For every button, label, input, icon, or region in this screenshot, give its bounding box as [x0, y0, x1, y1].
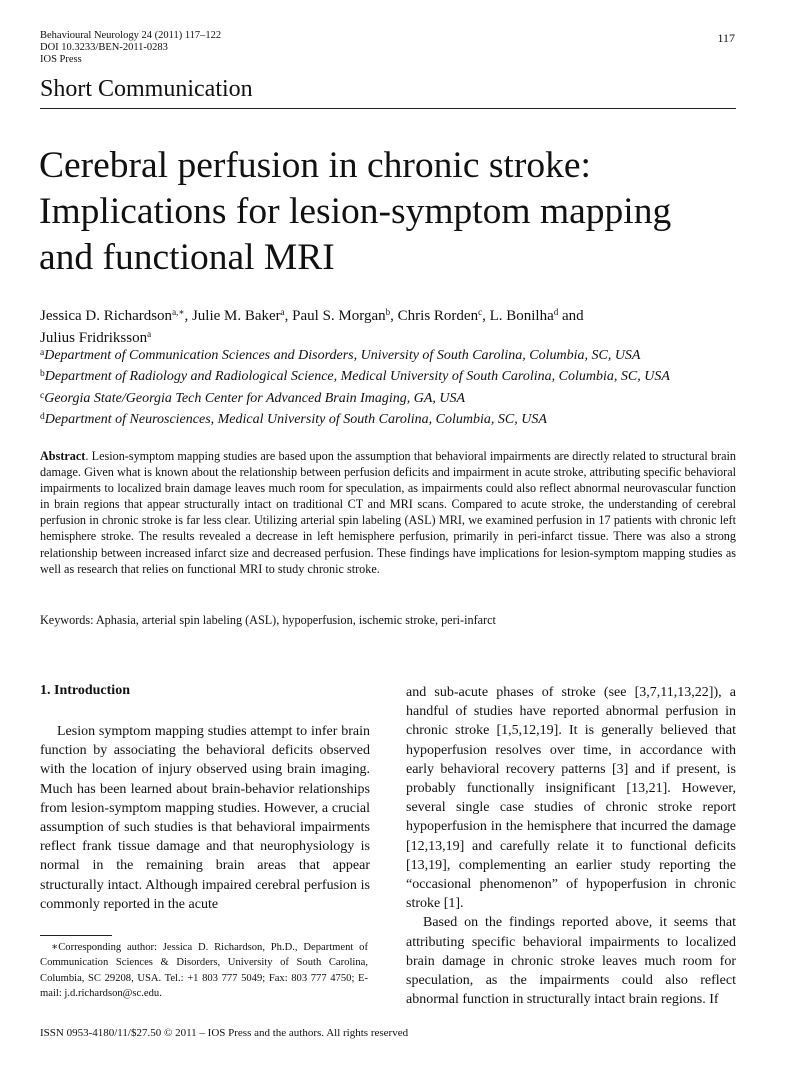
- publisher: IOS Press: [40, 54, 82, 65]
- doi[interactable]: DOI 10.3233/BEN-2011-0283: [40, 42, 168, 53]
- affiliation-list: [40, 344, 760, 430]
- affiliation-text: Department of Communication Sciences and Disorders, University of South Carolina, Columbia, SC, USA: [44, 348, 641, 363]
- affiliation-mark: c: [40, 390, 45, 401]
- journal-citation: Behavioural Neurology 24 (2011) 117–122: [40, 30, 222, 41]
- affiliation: [40, 365, 760, 386]
- section-label: Short Communication: [40, 76, 253, 102]
- affiliation: [40, 344, 760, 365]
- author-name: Paul S. Morgan: [292, 308, 386, 324]
- section-heading-introduction: 1. Introduction: [40, 683, 130, 698]
- affiliation: [40, 408, 760, 429]
- affiliation-text: Department of Radiology and Radiological Science, Medical University of South Carolina, Columbia, SC, USA: [44, 369, 670, 385]
- author-list: [40, 303, 740, 347]
- author-separator: ,: [184, 308, 192, 324]
- author-affil-mark: a: [280, 307, 285, 317]
- author-separator: and: [558, 308, 584, 324]
- author-separator: ,: [390, 308, 398, 324]
- affiliation-mark: a: [40, 348, 45, 358]
- page-number: 117: [717, 31, 735, 45]
- author-affil-mark: c: [478, 307, 483, 317]
- author-affil-mark: d: [553, 307, 559, 317]
- corresponding-author-footnote: ∗Corresponding author: Jessica D. Richardson, Ph.D., Department of Communication Sciences & Disorders, University of South Carolina, Columbia, SC 29208, USA. Tel.: +1 803 777 5049; Fax: 803 777 4750; E-mail: j.d.richardson@sc.edu.: [40, 942, 368, 999]
- author-name: Jessica D. Richardson: [40, 308, 173, 324]
- paper-title: [39, 143, 759, 281]
- paragraph: and sub-acute phases of stroke (see [3,7,11,13,22]), a handful of studies have reported abnormal perfusion in chronic stroke [1,5,12,19]. It is generally believed that hypoperfusion resolves over time, in accordance with early behavioral recovery patterns [3] and if present, is probably functionally insignificant [13,21]. However, several single case studies of chronic stroke report hypoperfusion in the hemisphere that incurred the damage [12,13,19] and carefully relate it to functional deficits [13,19], complementing an earlier study reporting the “occasional phenomenon” of hypoperfusion in chronic stroke [1].: [406, 685, 736, 912]
- title-line: Implications for lesion-symptom mapping: [39, 191, 672, 232]
- author-affil-mark: b: [385, 307, 391, 317]
- abstract-text: . Lesion-symptom mapping studies are based upon the assumption that behavioral impairments are directly related to structural brain damage. Given what is known about the relationship between perfusion deficits and impairment in acute stroke, attributing specific behavioral impairments to localized brain damage leaves much room for speculation, as impairments could also reflect abnormal neurovascular function in brain regions that appear structurally intact on traditional CT and MRI scans. Compared to acute stroke, the understanding of cerebral perfusion in chronic stroke is far less clear. Utilizing arterial spin labeling (ASL) MRI, we examined perfusion in 17 patients with chronic left hemisphere stroke. The results revealed a decrease in left hemisphere perfusion, primarily in peri-infarct tissue. There was also a strong relationship between increased infarct size and decreased perfusion. These findings have implications for lesion-symptom mapping studies as well as research that relies on functional MRI to study chronic stroke.: [40, 449, 736, 576]
- author-name: Julius Fridriksson: [40, 330, 148, 346]
- keywords: Keywords: Aphasia, arterial spin labeling (ASL), hypoperfusion, ischemic stroke, peri-infarct: [40, 613, 496, 627]
- affiliation-text: Georgia State/Georgia Tech Center for Advanced Brain Imaging, GA, USA: [44, 390, 466, 406]
- body-column-right: [406, 683, 736, 1009]
- abstract-label: Abstract: [40, 449, 86, 463]
- title-line: Cerebral perfusion in chronic stroke:: [39, 145, 591, 186]
- affiliation: [40, 387, 760, 408]
- affiliation-text: Department of Neurosciences, Medical University of South Carolina, Columbia, SC, USA: [44, 412, 547, 428]
- journal-header: [40, 30, 221, 66]
- author-separator: ,: [284, 308, 293, 324]
- title-line: and functional MRI: [39, 237, 335, 278]
- affiliation-mark: b: [40, 369, 45, 380]
- author-affil-mark: a,∗: [172, 307, 185, 317]
- author-name: L. Bonilha: [489, 308, 554, 324]
- abstract: [40, 448, 736, 577]
- header-divider: [40, 108, 736, 109]
- author-separator: ,: [482, 308, 490, 324]
- paragraph: Based on the findings reported above, it seems that attributing specific behavioral impairments to localized brain damage in chronic stroke leaves much room for speculation, as the impairments could also reflect abnormal function in structurally intact brain regions. If: [406, 915, 736, 1008]
- author-name: Julie M. Baker: [191, 308, 281, 324]
- author-affil-mark: a: [147, 329, 152, 339]
- author-name: Chris Rorden: [397, 308, 479, 324]
- copyright-footer: ISSN 0953-4180/11/$27.50 © 2011 – IOS Press and the authors. All rights reserved: [40, 1027, 409, 1039]
- paragraph: Lesion symptom mapping studies attempt to infer brain function by associating the behavioral deficits observed with the location of injury observed using brain imaging. Much has been learned about brain-behavior relationships from lesion-symptom mapping studies. However, a crucial assumption of such studies is that behavioral impairments reflect frank tissue damage and that neurophysiology is normal in the remaining brain areas that appear structurally intact. Although impaired cerebral perfusion is commonly reported in the acute: [40, 724, 370, 912]
- body-column-left: [40, 722, 370, 914]
- footnote-divider: [40, 935, 112, 936]
- affiliation-mark: d: [40, 412, 45, 423]
